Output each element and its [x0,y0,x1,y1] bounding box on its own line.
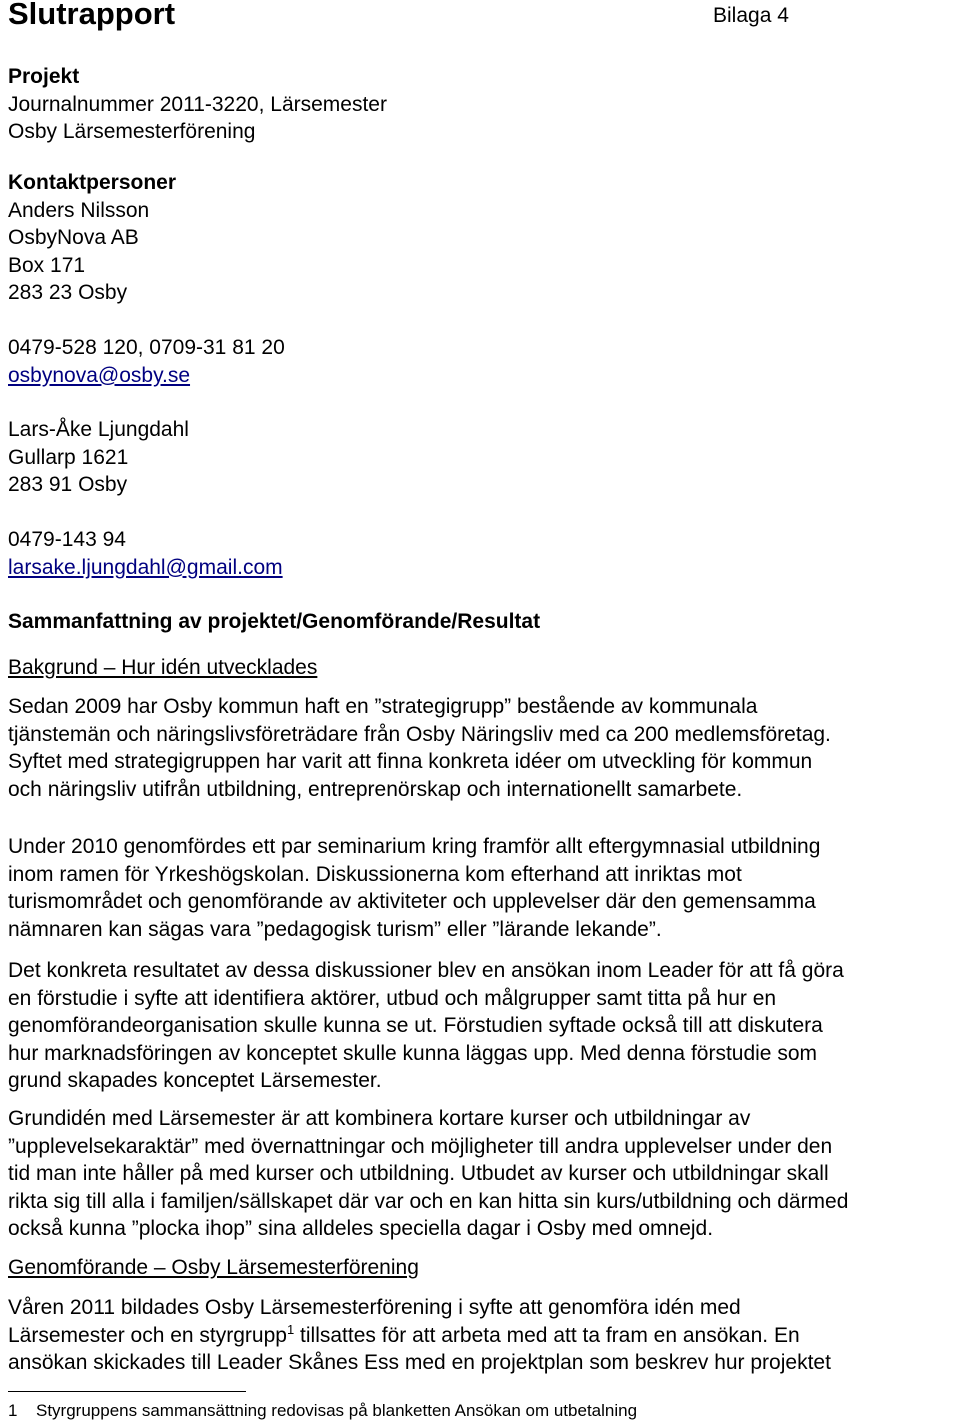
report-title: Slutrapport [8,0,176,31]
contact-email-link[interactable]: larsake.ljungdahl@gmail.com [8,555,283,579]
text-line: en förstudie i syfte att identifiera aktörer, utbud och målgrupper samt titta på hur en [8,986,777,1010]
contact-person-1 [8,169,176,307]
text-fragment: tillsattes för att arbeta med att ta fram en ansökan. En [294,1323,800,1347]
text-line: ansökan skickades till Leader Skånes Ess med en projektplan som beskrev hur projektet [8,1351,831,1374]
contact-company: OsbyNova AB [8,226,139,249]
footnote-text: Styrgruppens sammansättning redovisas på blanketten Ansökan om utbetalning [36,1401,638,1420]
text-line [8,1322,960,1350]
text-line: tjänstemän och näringslivsföreträdare från Osby Näringsliv med ca 200 medlemsföretag. [8,722,831,746]
text-line: Sedan 2009 har Osby kommun haft en ”strategigrupp” bestående av kommunala [8,695,758,718]
footnote-reference[interactable]: 1 [286,1321,295,1337]
text-line: genomförandeorganisation skulle kunna se ut. Förstudien syftade också till att diskutera [8,1014,823,1037]
annex-label: Bilaga 4 [713,4,789,27]
text-line: Det konkreta resultatet av dessa diskussioner blev en ansökan inom Leader för att få göra [8,959,844,982]
contact-email-link[interactable]: osbynova@osby.se [8,363,191,387]
footnote-divider [8,1391,246,1392]
paragraph-background-2 [8,833,960,943]
paragraph-background-1 [8,693,960,803]
text-line: Grundidén med Lärsemester är att kombinera kortare kurser och utbildningar av [8,1107,751,1130]
project-block [8,63,387,146]
contact-name: Lars-Åke Ljungdahl [8,418,189,441]
contact-2-details [8,526,283,581]
text-line: också kunna ”plocka ihop” sina alldeles speciella dagar i Osby med omnejd. [8,1217,714,1240]
project-heading: Projekt [8,65,80,88]
paragraph-implementation [8,1294,960,1377]
text-line: nämnaren kan sägas vara ”pedagogisk turism” eller ”lärande lekande”. [8,917,662,941]
contact-phone: 0479-143 94 [8,528,126,551]
section-heading-background: Bakgrund – Hur idén utvecklades [8,656,318,679]
contact-phone: 0479-528 120, 0709-31 81 20 [8,336,285,359]
text-line: ”upplevelsekaraktär” med övernattningar och möjligheter till andra upplevelser under den [8,1134,833,1158]
project-organization: Osby Lärsemesterförening [8,120,256,143]
text-line: rikta sig till alla i familjen/sällskapet där var och en kan hitta sin kurs/utbildning och därmed [8,1189,849,1213]
contact-1-details [8,334,285,389]
text-line: Under 2010 genomfördes ett par seminarium kring framför allt eftergymnasial utbildning [8,835,821,858]
contact-address: Gullarp 1621 [8,445,129,469]
footnote [8,1401,637,1421]
contact-name: Anders Nilsson [8,198,150,222]
contact-postal: 283 23 Osby [8,281,128,304]
section-heading-implementation: Genomförande – Osby Lärsemesterförening [8,1256,419,1279]
text-line: tid man inte håller på med kurser och utbildning. Utbudet av kurser och utbildningar skall [8,1162,829,1185]
contact-box: Box 171 [8,253,86,277]
footnote-number: 1 [8,1401,18,1420]
text-line: Syftet med strategigruppen har varit att finna konkreta idéer om utveckling för kommun [8,750,813,773]
contacts-heading: Kontaktpersoner [8,171,177,194]
journal-number: Journalnummer 2011-3220, Lärsemester [8,92,387,116]
paragraph-background-3 [8,957,960,1095]
text-line: Våren 2011 bildades Osby Lärsemesterförening i syfte att genomföra idén med [8,1296,741,1319]
text-line: grund skapades konceptet Lärsemester. [8,1069,382,1092]
text-line: hur marknadsföringen av konceptet skulle kunna läggas upp. Med denna förstudie som [8,1041,817,1065]
contact-person-2 [8,416,189,499]
paragraph-background-4 [8,1105,960,1243]
contact-postal: 283 91 Osby [8,473,128,496]
summary-heading: Sammanfattning av projektet/Genomförande/Resultat [8,610,541,633]
text-fragment: Lärsemester och en styrgrupp [8,1323,287,1347]
text-line: inom ramen för Yrkeshögskolan. Diskussionerna kom efterhand att inriktas mot [8,862,742,886]
text-line: turismområdet och genomförande av aktiviteter och upplevelser där den gemensamma [8,890,816,913]
text-line: och näringsliv utifrån utbildning, entreprenörskap och internationellt samarbete. [8,777,743,801]
